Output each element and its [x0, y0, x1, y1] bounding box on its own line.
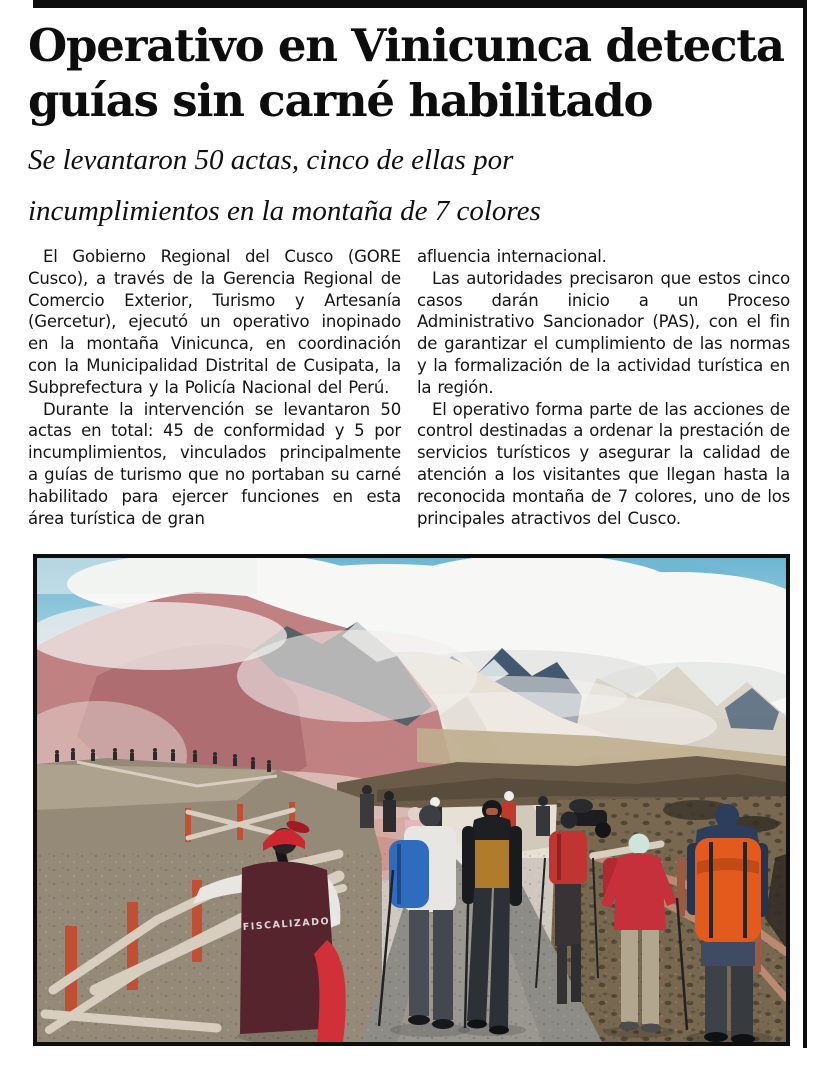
left-column	[28, 246, 401, 552]
right-column	[417, 246, 790, 552]
headline-line-2: guías sin carné habilitado	[28, 74, 653, 127]
right-edge-rule	[803, 0, 807, 1048]
body-columns	[28, 246, 790, 552]
body-paragraph: El operativo forma parte de las acciones de control destinadas a ordenar la prestación de servicios turísticos y asegurar la calidad de atención a los visitantes que llegan hasta la reconocida montaña de 7 colores, uno de los principales atractivos del Cusco.	[417, 399, 790, 528]
body-paragraph: El Gobierno Regional del Cusco (GORE Cusco), a través de la Gerencia Regional de Comercio Exterior, Turismo y Artesanía (Gercetur), ejecutó un operativo inopinado en la montaña Vinicunca, en coordinación con la Municipalidad Distrital de Cusipata, la Subprefectura y la Policía Nacional del Perú.	[28, 247, 401, 397]
headline-line-1: Operativo en Vinicunca detecta	[28, 19, 784, 72]
subheadline	[28, 135, 790, 237]
article	[28, 18, 790, 552]
article-photo	[33, 554, 790, 1046]
subheadline-line-2: incumplimientos en la montaña de 7 colores	[28, 195, 541, 227]
vest-label: FISCALIZADOR	[242, 915, 340, 933]
top-rule	[33, 0, 804, 8]
body-paragraph: afluencia internacional.	[417, 247, 607, 266]
body-paragraph: Durante la intervención se levantaron 50 actas en total: 45 de conformidad y 5 por incumplimientos, vinculados principalmente a guías de turismo que no portaban su carné habilitado para ejercer funciones en esta área turística de gran	[28, 399, 401, 528]
body-paragraph: Las autoridades precisaron que estos cinco casos darán inicio a un Proceso Administrativo Sancionador (PAS), con el fin de garantizar el cumplimiento de las normas y la formalización de la actividad turística en la región.	[417, 268, 790, 397]
vinicunca-photo-illustration	[37, 558, 786, 1042]
subheadline-line-1: Se levantaron 50 actas, cinco de ellas por	[28, 144, 514, 176]
headline	[28, 18, 790, 128]
